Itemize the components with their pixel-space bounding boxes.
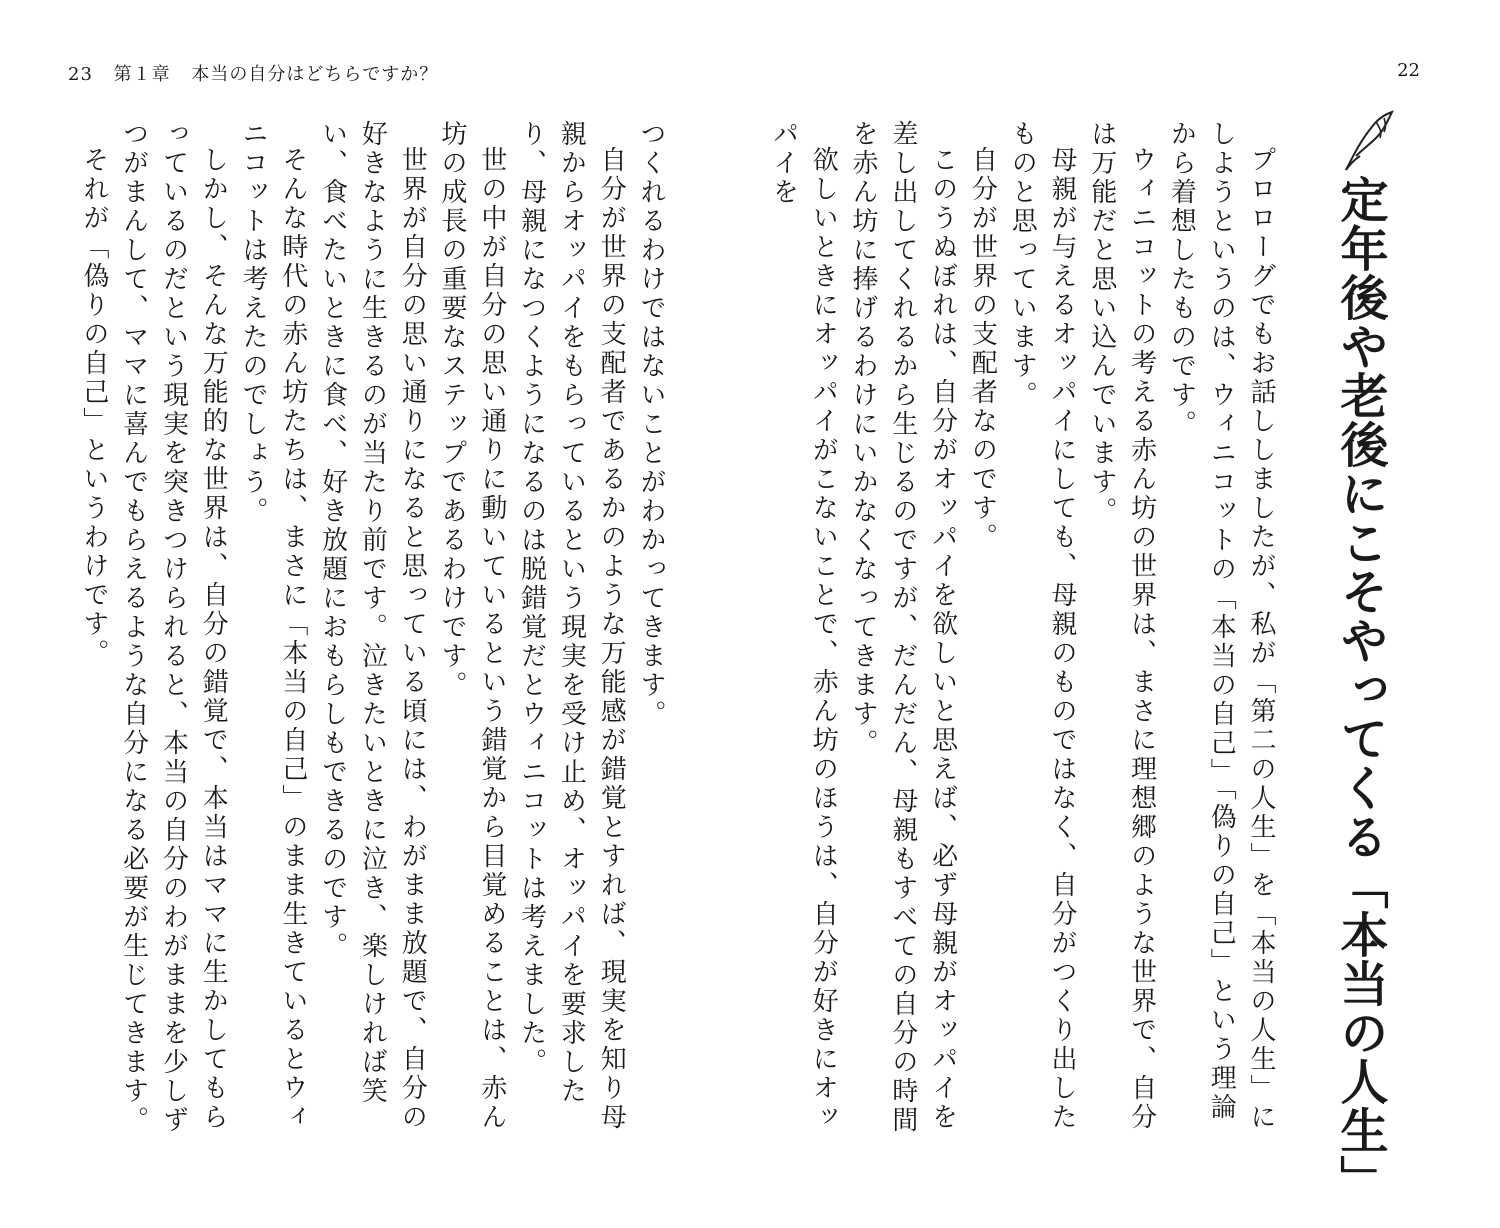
right-page-number: 22 xyxy=(1397,60,1420,81)
section-heading: 定年後や老後にこそやってくる「本当の人生」 xyxy=(1332,175,1388,1204)
paragraph: 世の中が自分の思い通りに動いているという錯覚から目覚めることは、赤ん坊の成長の重要なステップであるわけです。 xyxy=(437,120,507,1132)
paragraph: 自分が世界の支配者なのです。 xyxy=(967,146,998,552)
paragraph: このうぬぼれは、自分がオッパイを欲しいと思えば、必ず母親がオッパイを差し出してくれるから生じるのですが、だんだん、母親もすべての自分の時間を赤ん坊に捧げるわけにいかなくなってきます。 xyxy=(848,120,958,1135)
running-head xyxy=(68,60,452,86)
paragraph: 世界が自分の思い通りになると思っている頃には、わがまま放題で、自分の好きなように生きるのが当たり前です。泣きたいときに泣き、楽しければ笑い、食べたいときに食べ、好き放題におもらしもできるのです。 xyxy=(317,120,428,1132)
paragraph: 欲しいときにオッパイがこないことで、赤ん坊のほうは、自分が好きにオッパイを xyxy=(768,120,839,1132)
chapter-title: 本当の自分はどちらですか？ xyxy=(191,64,439,85)
chapter-label: 第１章 xyxy=(113,64,171,85)
paragraph: プロローグでもお話ししましたが、私が「第二の人生」を「本当の人生」にしようというのは、ウィニコットの「本当の自己」「偽りの自己」という理論から着想したものです。 xyxy=(1166,120,1276,1132)
paragraph: そんな時代の赤ん坊たちは、まさに「本当の自己」のまま生きているとウィニコットは考えたのでしょう。 xyxy=(238,120,308,1132)
paragraph: ウィニコットの考える赤ん坊の世界は、まさに理想郷のような世界で、自分は万能だと思い込んでいます。 xyxy=(1086,120,1157,1132)
quill-icon xyxy=(1340,108,1396,174)
paragraph: 自分が世界の支配者であるかのような万能感が錯覚とすれば、現実を知り母親からオッパイをもらっているという現実を受け止め、オッパイを要求したり、母親になつくようになるのは脱錯覚だとウィニコットは考えました。 xyxy=(516,120,627,1132)
paragraph: 母親が与えるオッパイにしても、母親のものではなく、自分がつくり出したものと思っています。 xyxy=(1007,120,1078,1132)
paragraph: しかし、そんな万能的な世界は、自分の錯覚で、本当はママに生かしてもらっているのだという現実を突きつけられると、本当の自分のわがままを少しずつがまんして、ママに喜んでもらえるような自分になる必要が生じてきます。 xyxy=(118,120,229,1135)
paragraph: それが「偽りの自己」というわけです。 xyxy=(78,146,109,668)
left-page-body xyxy=(70,120,670,1140)
paragraph: つくれるわけではないことがわかってきます。 xyxy=(636,120,666,729)
left-page-number: 23 xyxy=(68,64,93,85)
right-page-body xyxy=(768,120,1280,1140)
